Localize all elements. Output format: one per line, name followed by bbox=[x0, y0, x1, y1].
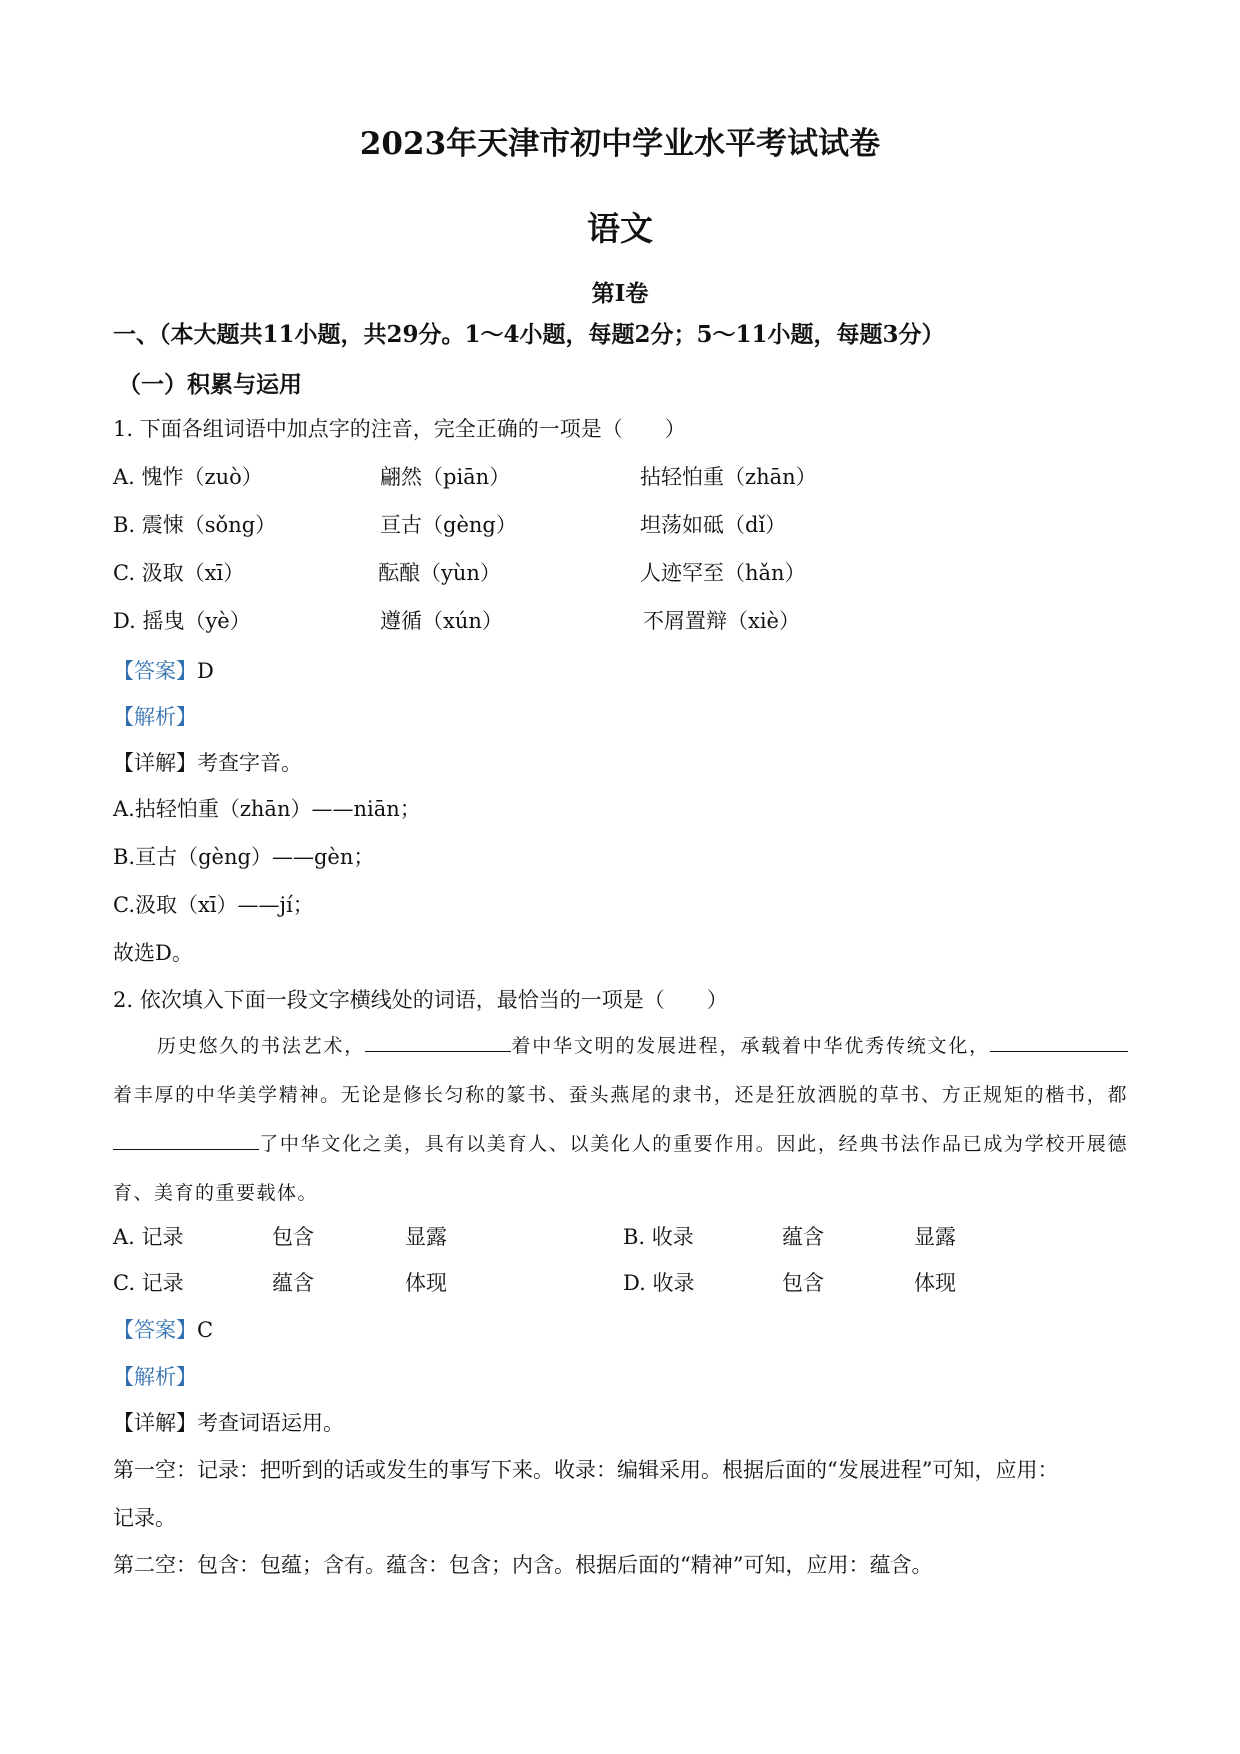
q1-explain-a: A.拈轻怕重（zhān）——niān； bbox=[113, 797, 421, 821]
q1-option-b-1: B. 震悚（sǒng） bbox=[113, 513, 277, 537]
q1-answer bbox=[113, 656, 214, 686]
q2-passage-part2: 着中华文明的发展进程，承载着中华优秀传统文化， bbox=[511, 1035, 990, 1057]
q1-analysis-tag: 【解析】 bbox=[113, 705, 197, 729]
q2-option-a-2: 包含 bbox=[272, 1225, 314, 1249]
q2-option-d-3: 体现 bbox=[914, 1271, 956, 1295]
q2-option-c-1: C. 记录 bbox=[113, 1271, 184, 1295]
q1-option-d-1: D. 摇曳（yè） bbox=[113, 609, 251, 633]
q1-answer-value: D bbox=[197, 659, 214, 683]
q1-option-b-2: 亘古（gèng） bbox=[380, 513, 517, 537]
q2-analysis-tag: 【解析】 bbox=[113, 1365, 197, 1389]
q2-option-d-1: D. 收录 bbox=[623, 1271, 695, 1295]
q2-explain-2: 第二空：包含：包蕴；含有。蕴含：包含；内含。根据后面的“精神”可知，应用：蕴含。 bbox=[113, 1553, 933, 1577]
section-heading: 一、（本大题共11小题，共29分。1～4小题，每题2分；5～11小题，每题3分） bbox=[113, 321, 945, 348]
sub-heading: （一）积累与运用 bbox=[118, 371, 302, 398]
q1-answer-tag: 【答案】 bbox=[113, 659, 197, 683]
blank-3 bbox=[113, 1129, 259, 1150]
volume-title: 第Ⅰ卷 bbox=[591, 280, 649, 307]
exam-title: 2023年天津市初中学业水平考试试卷 bbox=[359, 126, 881, 162]
q1-option-b-3: 坦荡如砥（dǐ） bbox=[640, 513, 787, 537]
q2-option-a-1: A. 记录 bbox=[113, 1225, 184, 1249]
q2-detail: 【详解】考查词语运用。 bbox=[113, 1411, 344, 1435]
q1-option-c-1: C. 汲取（xī） bbox=[113, 561, 245, 585]
q1-option-c-2: 酝酿（yùn） bbox=[378, 561, 501, 585]
q2-passage-part1: 历史悠久的书法艺术， bbox=[157, 1035, 366, 1057]
q1-explain-c: C.汲取（xī）——jí； bbox=[113, 893, 314, 917]
q2-answer-tag: 【答案】 bbox=[113, 1318, 197, 1342]
q2-option-b-3: 显露 bbox=[914, 1225, 956, 1249]
q2-explain-1: 第一空：记录：把听到的话或发生的事写下来。收录：编辑采用。根据后面的“发展进程”可知，应用： bbox=[113, 1458, 1059, 1482]
q1-option-a-3: 拈轻怕重（zhān） bbox=[640, 465, 817, 489]
q2-explain-1-cont: 记录。 bbox=[113, 1506, 176, 1530]
q1-detail: 【详解】考查字音。 bbox=[113, 751, 302, 775]
blank-2-continued bbox=[1090, 1031, 1128, 1052]
blank-2 bbox=[990, 1031, 1090, 1052]
q1-explain-b: B.亘古（gèng）——gèn； bbox=[113, 845, 375, 869]
q2-passage bbox=[113, 1022, 1128, 1218]
blank-1 bbox=[365, 1031, 511, 1052]
q2-option-a-3: 显露 bbox=[405, 1225, 447, 1249]
q2-option-d-2: 包含 bbox=[782, 1271, 824, 1295]
q2-option-c-2: 蕴含 bbox=[272, 1271, 314, 1295]
subject-title: 语文 bbox=[587, 209, 653, 248]
q2-stem: 2. 依次填入下面一段文字横线处的词语，最恰当的一项是（ ） bbox=[113, 988, 728, 1012]
q2-answer-value: C bbox=[197, 1318, 214, 1342]
q2-answer bbox=[113, 1315, 213, 1345]
q1-option-d-3: 不屑置辩（xiè） bbox=[643, 609, 800, 633]
q1-option-d-2: 遵循（xún） bbox=[380, 609, 503, 633]
q2-option-b-2: 蕴含 bbox=[782, 1225, 824, 1249]
q2-option-b-1: B. 收录 bbox=[623, 1225, 694, 1249]
q2-passage-part4: 了中华文化之美，具有以美育人、以美化人的重要作用。因此，经典书法作品已成为学校开展德育、美育的重要载体。 bbox=[113, 1133, 1128, 1204]
q1-conclusion: 故选D。 bbox=[113, 941, 193, 965]
q2-option-c-3: 体现 bbox=[405, 1271, 447, 1295]
q1-option-c-3: 人迹罕至（hǎn） bbox=[640, 561, 806, 585]
q1-option-a-2: 翩然（piān） bbox=[380, 465, 511, 489]
q1-option-a-1: A. 愧怍（zuò） bbox=[113, 465, 263, 489]
q1-stem: 1. 下面各组词语中加点字的注音，完全正确的一项是（ ） bbox=[113, 417, 686, 441]
q2-passage-part3: 着丰厚的中华美学精神。无论是修长匀称的篆书、蚕头燕尾的隶书，还是狂放洒脱的草书、方正规矩的楷书，都 bbox=[113, 1084, 1128, 1106]
